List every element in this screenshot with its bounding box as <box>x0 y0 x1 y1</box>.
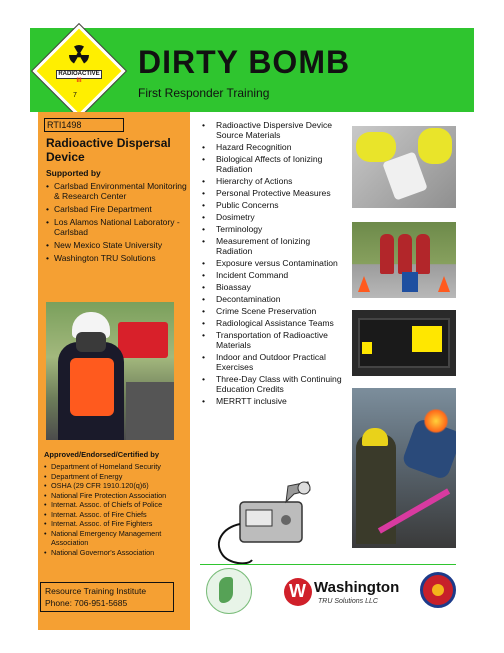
list-item: • Carlsbad Fire Department <box>46 204 190 214</box>
list-item: • Transportation of Radioactive Materials <box>200 330 346 350</box>
list-item: • National Fire Protection Association <box>44 491 192 501</box>
course-title: Radioactive Dispersal Device <box>46 136 171 164</box>
gloved-hands-photo <box>352 126 456 208</box>
list-item: • National Governor's Association <box>44 548 192 558</box>
washington-logo-subtext: TRU Solutions LLC <box>318 598 378 605</box>
radiation-meter-icon <box>212 480 322 570</box>
list-item: • Exposure versus Contamination <box>200 258 346 268</box>
list-item: • Personal Protective Measures <box>200 188 346 198</box>
list-item: • Department of Homeland Security <box>44 462 192 472</box>
firefighters-car-fire-photo <box>352 388 456 548</box>
course-code: RTI1498 <box>44 118 124 132</box>
contact-phone: Phone: 706-951-5685 <box>45 598 128 608</box>
list-item: • Incident Command <box>200 270 346 280</box>
list-item: • Radiological Assistance Teams <box>200 318 346 328</box>
radiation-trefoil-icon <box>68 44 90 66</box>
list-item: • Hazard Recognition <box>200 142 346 152</box>
list-item: • Hierarchy of Actions <box>200 176 346 186</box>
page-subtitle: First Responder Training <box>138 86 270 100</box>
list-item: • New Mexico State University <box>46 240 190 250</box>
list-item: • Three-Day Class with Continuing Education Credits <box>200 374 346 394</box>
list-item: • Internat. Assoc. of Chiefs of Police <box>44 500 192 510</box>
list-item: • Los Alamos National Laboratory - Carlsbad <box>46 217 190 237</box>
list-item: • Internat. Assoc. of Fire Fighters <box>44 519 192 529</box>
hazard-class-number: 7 <box>73 92 77 99</box>
list-item: • Measurement of Ionizing Radiation <box>200 236 346 256</box>
list-item: • Bioassay <box>200 282 346 292</box>
page-title: DIRTY BOMB <box>138 44 351 80</box>
approvers-list <box>44 462 192 557</box>
list-item: • Carlsbad Environmental Monitoring & Research Center <box>46 181 190 201</box>
list-item: • Dosimetry <box>200 212 346 222</box>
list-item: • Crime Scene Preservation <box>200 306 346 316</box>
field-team-photo <box>352 222 456 298</box>
list-item: • Biological Affects of Ionizing Radiation <box>200 154 346 174</box>
container-photo <box>352 310 456 376</box>
contact-name: Resource Training Institute <box>45 586 147 596</box>
list-item: • Department of Energy <box>44 472 192 482</box>
hazard-label: RADIOACTIVE III <box>56 70 102 79</box>
supported-heading: Supported by <box>46 168 101 178</box>
list-item: • Washington TRU Solutions <box>46 253 190 263</box>
list-item: • Internat. Assoc. of Fire Chiefs <box>44 510 192 520</box>
approved-heading: Approved/Endorsed/Certified by <box>44 450 160 459</box>
washington-logo-text: Washington <box>314 579 400 596</box>
list-item: • Radioactive Dispersive Device Source Materials <box>200 120 346 140</box>
fire-department-badge-icon <box>420 572 456 608</box>
firefighter-photo <box>46 302 174 440</box>
list-item: • OSHA (29 CFR 1910.120(q)6) <box>44 481 192 491</box>
list-item: • Public Concerns <box>200 200 346 210</box>
globe-logo-icon <box>206 568 252 614</box>
list-item: • National Emergency Management Association <box>44 529 192 548</box>
list-item: • Decontamination <box>200 294 346 304</box>
washington-logo-icon <box>284 578 312 606</box>
topics-list <box>200 120 346 408</box>
list-item: • Indoor and Outdoor Practical Exercises <box>200 352 346 372</box>
list-item: • Terminology <box>200 224 346 234</box>
footer-divider <box>200 564 456 565</box>
supporters-list <box>46 181 190 266</box>
list-item: • MERRTT inclusive <box>200 396 346 406</box>
contact-info <box>40 582 174 612</box>
